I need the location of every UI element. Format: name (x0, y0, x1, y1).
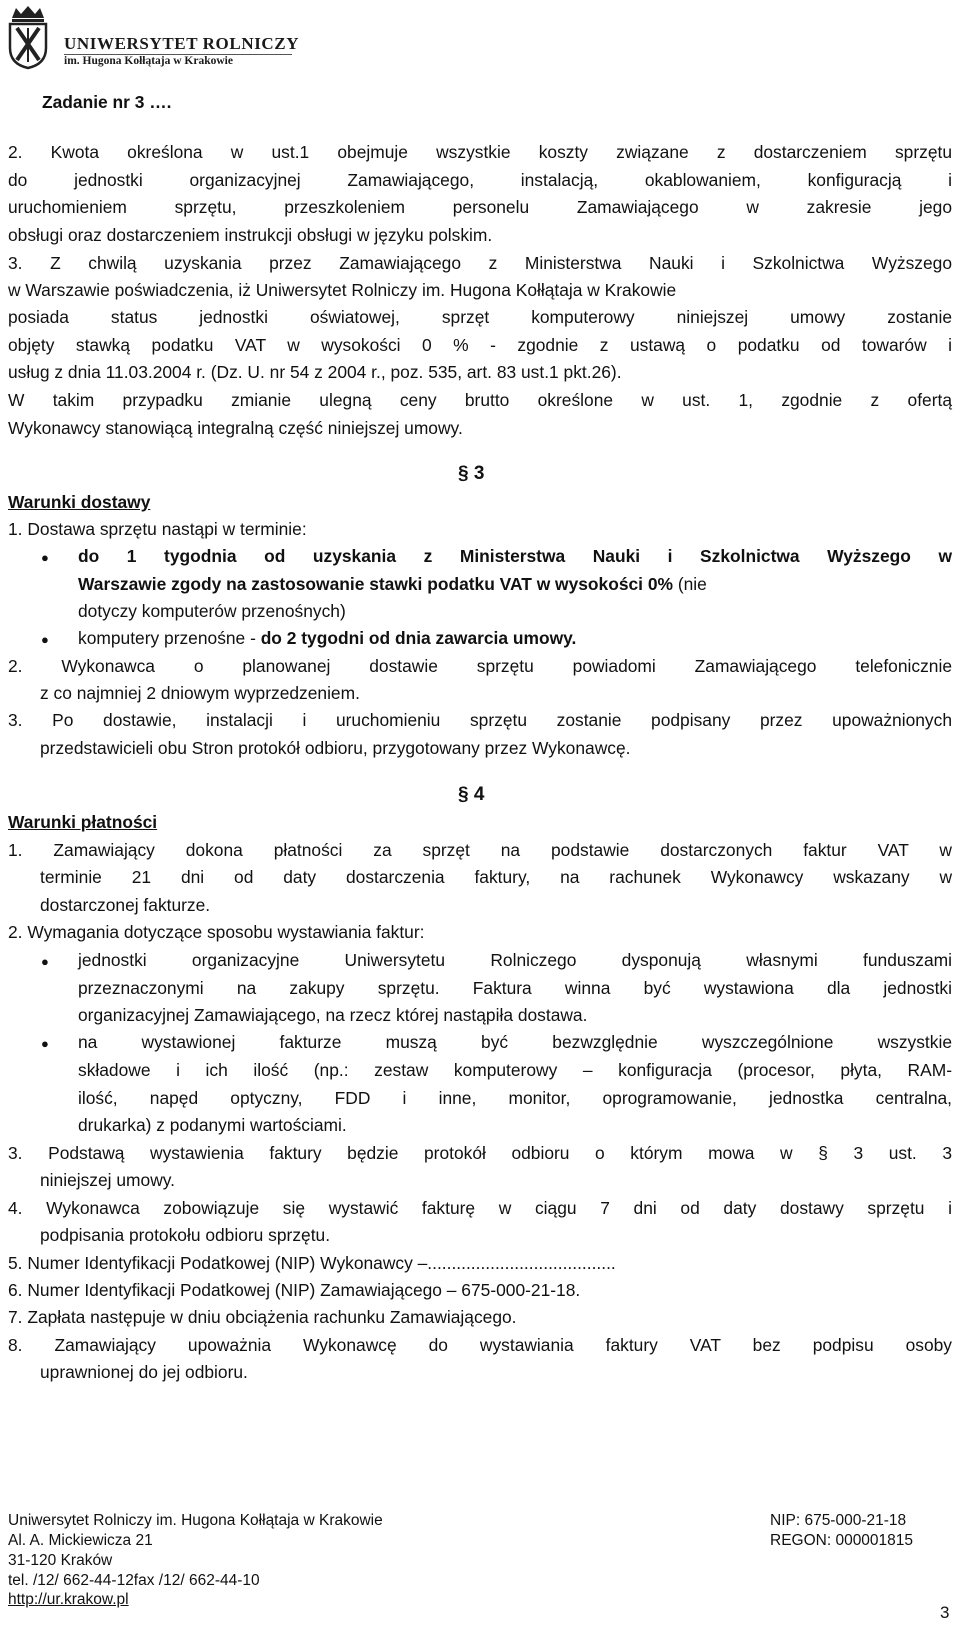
footer-regon: REGON: 000001815 (770, 1532, 914, 1549)
footer-link[interactable]: http://ur.krakow.pl (8, 1591, 129, 1608)
text-line: 3. Z chwilą uzyskania przez Zamawiającego z Ministerstwa Nauki i Szkolnictwa Wyższego (8, 253, 952, 273)
page-title: Zadanie nr 3 …. (42, 92, 172, 112)
list-item: 1. Zamawiający dokona płatności za sprzęt na podstawie dostarczonych faktur VAT w (8, 840, 952, 860)
text-bold: Warszawie zgody na zastosowanie stawki podatku VAT w wysokości 0% (78, 574, 673, 594)
text-line: do jednostki organizacyjnej Zamawiającego, instalacją, okablowaniem, konfiguracją i (8, 170, 952, 190)
list-item: 4. Wykonawca zobowiązuje się wystawić fakturę w ciągu 7 dni od daty dostawy sprzętu i (8, 1198, 952, 1218)
text-normal: (nie (672, 574, 707, 594)
section-symbol: § 4 (458, 784, 485, 805)
text-line: składowe i ich ilość (np.: zestaw komputerowy – konfiguracja (procesor, płyta, RAM- (78, 1060, 952, 1080)
list-item: 6. Numer Identyfikacji Podatkowej (NIP) Zamawiającego – 675-000-21-18. (8, 1280, 581, 1300)
text-line: Wykonawcy stanowiącą integralną część niniejszej umowy. (8, 418, 463, 438)
text-line: niniejszej umowy. (40, 1170, 175, 1190)
bullet-icon: ● (41, 954, 49, 969)
list-item: 8. Zamawiający upoważnia Wykonawcę do wystawiania faktury VAT bez podpisu osoby (8, 1335, 952, 1355)
section-heading: Warunki płatności (8, 812, 158, 832)
bullet-icon: ● (41, 550, 49, 565)
text-line: objęty stawką podatku VAT w wysokości 0 % - zgodnie z ustawą o podatku od towarów i (8, 335, 952, 355)
list-item: 5. Numer Identyfikacji Podatkowej (NIP) Wykonawcy –....................................... (8, 1253, 616, 1273)
text-bold: do 2 tygodni od dnia zawarcia umowy. (260, 628, 577, 648)
text-line: przedstawicieli obu Stron protokół odbioru, przygotowany przez Wykonawcę. (40, 738, 631, 758)
text-line (78, 628, 576, 649)
text-line: uprawnionej do jej odbioru. (40, 1362, 248, 1382)
bullet-icon: ● (41, 1036, 49, 1051)
text-line: 2. Kwota określona w ust.1 obejmuje wszystkie koszty związane z dostarczeniem sprzętu (8, 142, 952, 162)
text-line: organizacyjnej Zamawiającego, na rzecz której nastąpiła dostawa. (78, 1005, 588, 1025)
list-item: 2. Wymagania dotyczące sposobu wystawiania faktur: (8, 922, 425, 942)
list-item: 3. Podstawą wystawienia faktury będzie protokół odbioru o którym mowa w § 3 ust. 3 (8, 1143, 952, 1163)
text-line: dotyczy komputerów przenośnych) (78, 601, 346, 621)
crest-icon (6, 4, 50, 70)
text-line (78, 574, 707, 595)
page-number: 3 (940, 1603, 950, 1622)
section-symbol: § 3 (458, 463, 485, 484)
list-item: 3. Po dostawie, instalacji i uruchomieniu sprzętu zostanie podpisany przez upoważnionych (8, 710, 952, 730)
text-line: z co najmniej 2 dniowym wyprzedzeniem. (40, 683, 360, 703)
logo-subtitle: im. Hugona Kołłątaja w Krakowie (64, 55, 233, 67)
text-line: uruchomieniem sprzętu, przeszkoleniem personelu Zamawiającego w zakresie jego (8, 197, 952, 217)
list-item: 7. Zapłata następuje w dniu obciążenia rachunku Zamawiającego. (8, 1307, 517, 1327)
text-line: obsługi oraz dostarczeniem instrukcji obsługi w języku polskim. (8, 225, 493, 245)
text-line: posiada status jednostki oświatowej, sprzęt komputerowy niniejszej umowy zostanie (8, 307, 952, 327)
footer-contact: tel. /12/ 662-44-12fax /12/ 662-44-10 (8, 1572, 260, 1589)
list-item: 1. Dostawa sprzętu nastąpi w terminie: (8, 519, 307, 539)
text-line: podpisania protokołu odbioru sprzętu. (40, 1225, 331, 1245)
text-line: na wystawionej fakturze muszą być bezwzględnie wyszczególnione wszystkie (78, 1032, 952, 1052)
text-line: dostarczonej fakturze. (40, 895, 211, 915)
footer-address: Uniwersytet Rolniczy im. Hugona Kołłątaja w Krakowie (8, 1512, 383, 1529)
text-line: ilość, napęd optyczny, FDD i inne, monitor, oprogramowanie, jednostka centralna, (78, 1088, 952, 1108)
footer-address: 31-120 Kraków (8, 1552, 113, 1569)
footer-address: Al. A. Mickiewicza 21 (8, 1532, 153, 1549)
text-line: usług z dnia 11.03.2004 r. (Dz. U. nr 54 z 2004 r., poz. 535, art. 83 ust.1 pkt.26). (8, 362, 622, 382)
footer-nip: NIP: 675-000-21-18 (770, 1512, 907, 1529)
bullet-icon: ● (41, 632, 49, 647)
text-line: terminie 21 dni od daty dostarczenia faktury, na rachunek Wykonawcy wskazany w (40, 867, 952, 887)
text-normal: komputery przenośne - (78, 628, 261, 648)
logo-name: UNIWERSYTET ROLNICZY (64, 34, 300, 53)
text-line: W takim przypadku zmianie ulegną ceny brutto określone w ust. 1, zgodnie z ofertą (8, 390, 952, 410)
university-logo (6, 4, 50, 70)
text-line: do 1 tygodnia od uzyskania z Ministerstwa Nauki i Szkolnictwa Wyższego w (78, 546, 952, 566)
text-line: przeznaczonymi na zakupy sprzętu. Faktura winna być wystawiona dla jednostki (78, 978, 952, 998)
text-line: w Warszawie poświadczenia, iż Uniwersytet Rolniczy im. Hugona Kołłątaja w Krakowie (8, 280, 677, 300)
section-heading: Warunki dostawy (8, 492, 151, 512)
text-line: drukarka) z podanymi wartościami. (78, 1115, 347, 1135)
list-item: 2. Wykonawca o planowanej dostawie sprzętu powiadomi Zamawiającego telefonicznie (8, 656, 952, 676)
text-line: jednostki organizacyjne Uniwersytetu Rolniczego dysponują własnymi funduszami (78, 950, 952, 970)
